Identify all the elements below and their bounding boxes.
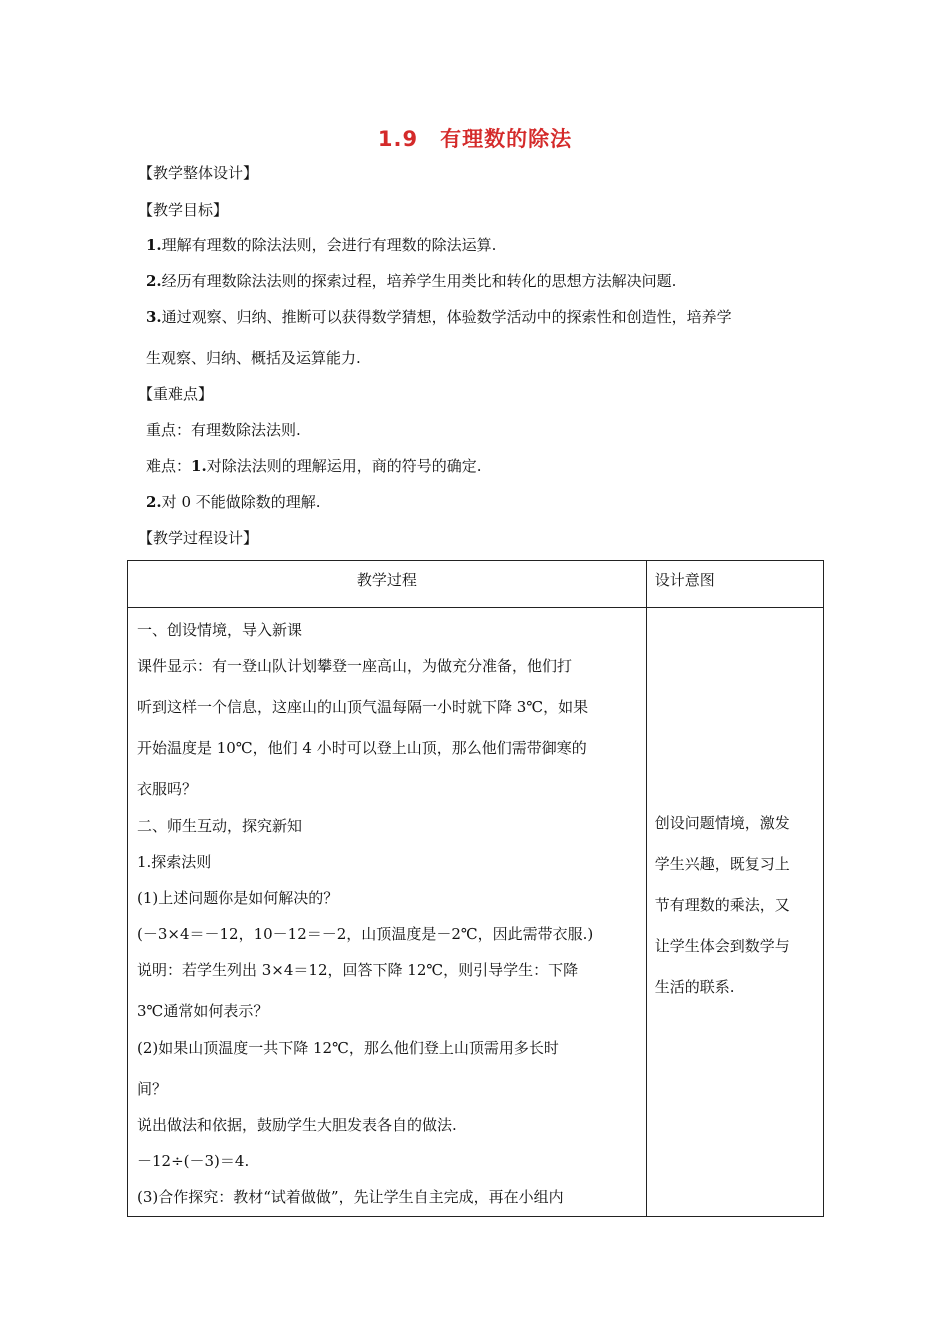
process-line: 衣服吗？	[137, 780, 198, 798]
goal-item-1	[146, 235, 496, 255]
process-line: 听到这样一个信息，这座山的山顶气温每隔一小时就下降 3℃，如果	[137, 698, 589, 716]
process-line: 1.探索法则	[137, 853, 212, 871]
intent-line: 学生兴趣，既复习上	[654, 855, 790, 873]
intent-lines	[647, 608, 823, 1216]
intent-line: 让学生体会到数学与	[654, 937, 790, 955]
goal-item-3-continued: 生观察、归纳、概括及运算能力.	[146, 349, 361, 367]
intent-line: 生活的联系.	[654, 978, 735, 996]
goal-2-number: 2.	[146, 272, 162, 290]
key-point: 重点：有理数除法法则.	[146, 421, 301, 439]
teaching-process-table	[127, 560, 824, 1217]
process-line: 一、创设情境，导入新课	[137, 621, 303, 639]
goal-item-3	[146, 307, 732, 327]
process-line: (3)合作探究：教材“试着做做”，先让学生自主完成，再在小组内	[137, 1188, 564, 1206]
table-header-row	[128, 561, 824, 608]
process-line: 说明：若学生列出 3×4＝12，回答下降 12℃，则引导学生：下降	[137, 961, 579, 979]
difficulty-2-text: 对 0 不能做除数的理解.	[161, 493, 321, 511]
process-line: －12÷(－3)＝4.	[137, 1152, 250, 1170]
section-heading-overall: 【教学整体设计】	[138, 164, 259, 182]
goal-1-text: 理解有理数的除法法则，会进行有理数的除法运算.	[161, 236, 497, 254]
process-line: 课件显示：有一登山队计划攀登一座高山，为做充分准备，他们打	[137, 657, 573, 675]
lesson-title: 1.9 有理数的除法	[377, 127, 573, 151]
difficulty-2	[146, 492, 321, 512]
difficulty-1-number: 1.	[191, 457, 207, 475]
process-line: (1)上述问题你是如何解决的？	[137, 889, 339, 907]
table-row	[128, 608, 824, 1217]
process-line: 3℃通常如何表示？	[137, 1002, 269, 1020]
process-line: (－3×4＝－12，10－12＝－2，山顶温度是－2℃，因此需带衣服.)	[137, 925, 594, 943]
section-heading-goals: 【教学目标】	[138, 201, 229, 219]
section-heading-key-points: 【重难点】	[138, 385, 214, 403]
column-header-intent: 设计意图	[646, 561, 823, 608]
intent-cell	[646, 608, 823, 1217]
process-line: 二、师生互动，探究新知	[137, 817, 303, 835]
goal-1-number: 1.	[146, 236, 162, 254]
process-line: 说出做法和依据，鼓励学生大胆发表各自的做法.	[137, 1116, 457, 1134]
difficulty-1	[146, 456, 481, 476]
process-lines	[128, 608, 646, 1216]
process-line: (2)如果山顶温度一共下降 12℃，那么他们登上山顶需用多长时	[137, 1039, 559, 1057]
intent-line: 创设问题情境，激发	[654, 814, 790, 832]
goal-3-text: 通过观察、归纳、推断可以获得数学猜想，体验数学活动中的探索性和创造性，培养学	[161, 308, 732, 326]
column-header-process: 教学过程	[128, 561, 647, 608]
goal-item-2	[146, 271, 676, 291]
difficulty-2-number: 2.	[146, 493, 162, 511]
difficulty-1-text: 对除法法则的理解运用，商的符号的确定.	[206, 457, 482, 475]
goal-2-text: 经历有理数除法法则的探索过程，培养学生用类比和转化的思想方法解决问题.	[161, 272, 677, 290]
process-line: 开始温度是 10℃，他们 4 小时可以登上山顶，那么他们需带御寒的	[137, 739, 587, 757]
process-line: 间？	[137, 1080, 168, 1098]
goal-3-number: 3.	[146, 308, 162, 326]
process-cell	[128, 608, 647, 1217]
difficulty-prefix: 难点：	[146, 457, 192, 475]
section-heading-process: 【教学过程设计】	[138, 529, 259, 547]
intent-line: 节有理数的乘法，又	[654, 896, 790, 914]
